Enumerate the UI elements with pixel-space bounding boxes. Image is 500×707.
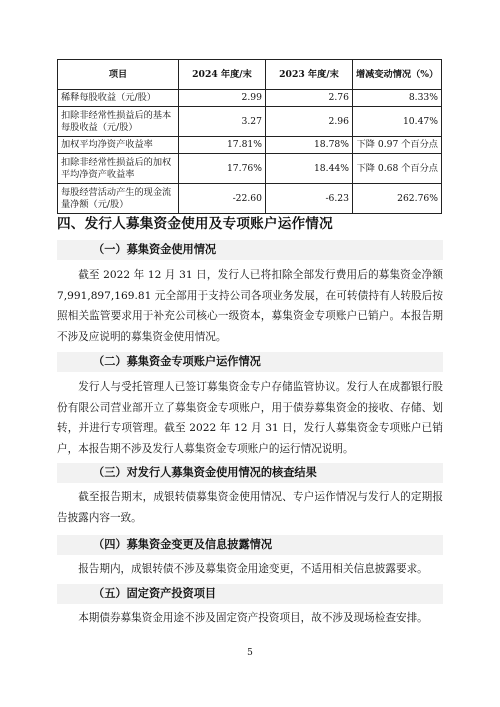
cell-2024: 2.99 (179, 90, 266, 107)
row-label: 扣除非经常性损益后的加权平均净资产收益率 (58, 154, 179, 184)
cell-2023: 2.76 (266, 90, 353, 107)
row-label: 加权平均净资产收益率 (58, 137, 179, 154)
row-label: 每股经营活动产生的现金流量净额（元/股） (58, 184, 179, 214)
cell-2023: 2.96 (266, 107, 353, 137)
cell-2024: 17.76% (179, 154, 266, 184)
subsection-heading-5: （五）固定资产投资项目 (57, 584, 443, 604)
cell-2023: -6.23 (266, 184, 353, 214)
cell-change: 10.47% (353, 107, 442, 137)
subsection-heading-4: （四）募集资金变更及信息披露情况 (57, 535, 443, 555)
table-header-row (58, 60, 442, 90)
table-row (58, 154, 442, 184)
header-2023: 2023 年度/末 (266, 60, 353, 90)
subsection-paragraph-2: 发行人与受托管理人已签订募集资金专户存储监管协议。发行人在成都银行股份有限公司营业部开立了募集资金专项账户，用于债券募集资金的接收、存储、划转，并进行专项管理。截至 2022 年 12 月 31 日，发行人募集资金专项账户已销户，本报告期不涉及发行人募集资金专项账户的运行情况说明。 (57, 381, 443, 455)
cell-2023: 18.44% (266, 154, 353, 184)
table-row (58, 137, 442, 154)
table-row (58, 184, 442, 214)
subsection-paragraph-4: 报告期内，成银转债不涉及募集资金用途变更，不适用相关信息披露要求。 (78, 563, 428, 575)
header-2024: 2024 年度/末 (179, 60, 266, 90)
page-number: 5 (247, 648, 253, 658)
subsection-paragraph-3: 截至报告期末，成银转债募集资金使用情况、专户运作情况与发行人的定期报告披露内容一致。 (57, 491, 443, 524)
cell-2024: -22.60 (179, 184, 266, 214)
subsection-heading-3: （三）对发行人募集资金使用情况的核查结果 (57, 463, 443, 483)
cell-2024: 17.81% (179, 137, 266, 154)
header-change: 增减变动情况（%） (353, 60, 442, 90)
row-label: 稀释每股收益（元/股） (58, 90, 179, 107)
cell-change: 262.76% (353, 184, 442, 214)
subsection-paragraph-1: 截至 2022 年 12 月 31 日，发行人已将扣除全部发行费用后的募集资金净额 7,991,897,169.81 元全部用于支持公司各项业务发展，在可转债持有人转股后按照相关监管要求用于补充公司核心一级资本，募集资金专项账户已销户。本报告期不涉及应说明的募集资金使用情况。 (57, 269, 443, 343)
cell-change: 下降 0.97 个百分点 (353, 137, 442, 154)
cell-change: 下降 0.68 个百分点 (353, 154, 442, 184)
table-row (58, 90, 442, 107)
section-heading: 四、发行人募集资金使用及专项账户运作情况 (57, 216, 333, 232)
cell-2024: 3.27 (179, 107, 266, 137)
table-row (58, 107, 442, 137)
header-item: 项目 (58, 60, 179, 90)
financial-indicators-table (57, 59, 442, 214)
cell-change: 8.33% (353, 90, 442, 107)
row-label: 扣除非经常性损益后的基本每股收益（元/股） (58, 107, 179, 137)
subsection-paragraph-5: 本期债券募集资金用途不涉及固定资产投资项目，故不涉及现场检查安排。 (78, 612, 428, 624)
subsection-heading-2: （二）募集资金专项账户运作情况 (57, 352, 443, 372)
subsection-heading-1: （一）募集资金使用情况 (57, 240, 443, 260)
cell-2023: 18.78% (266, 137, 353, 154)
